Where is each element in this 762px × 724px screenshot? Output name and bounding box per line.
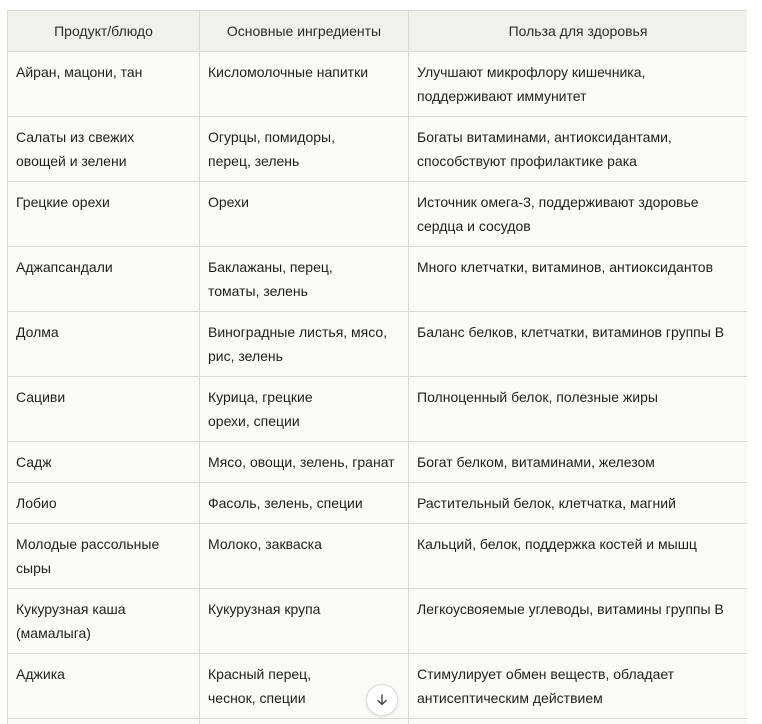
- cell-text: перец, зелень: [208, 153, 300, 169]
- cell-text: способствуют профилактике рака: [417, 153, 637, 169]
- cell-ingredients: [200, 377, 409, 442]
- cell-ingredients: [200, 524, 409, 589]
- cell-text: Молодые рассольные: [16, 536, 160, 552]
- cell-ingredients: [200, 442, 409, 483]
- cell-text: Айран, мацони, тан: [16, 64, 143, 80]
- cell-text: поддерживают иммунитет: [417, 88, 587, 104]
- cell-product: [8, 719, 200, 724]
- cell-product: [8, 312, 200, 377]
- cell-benefit: [409, 524, 748, 589]
- cell-benefit: [409, 247, 748, 312]
- cell-text: сердца и сосудов: [417, 218, 531, 234]
- cell-benefit: [409, 52, 748, 117]
- cell-benefit: [409, 312, 748, 377]
- cell-ingredients: [200, 719, 409, 724]
- table-row: [8, 442, 748, 483]
- header-product: Продукт/блюдо: [8, 11, 200, 52]
- cell-ingredients: [200, 117, 409, 182]
- table-row: [8, 589, 748, 654]
- cell-text: Кукурузная крупа: [208, 601, 321, 617]
- cell-benefit: [409, 117, 748, 182]
- cell-text: Мясо, овощи, зелень, гранат: [208, 454, 395, 470]
- table-row: [8, 719, 748, 724]
- cell-text: Фасоль, зелень, специи: [208, 495, 363, 511]
- cell-text: Баклажаны, перец,: [208, 259, 333, 275]
- cell-benefit: [409, 589, 748, 654]
- cell-ingredients: [200, 182, 409, 247]
- cell-text: Курица, грецкие: [208, 389, 313, 405]
- cell-benefit: [409, 377, 748, 442]
- cell-benefit: [409, 182, 748, 247]
- table-row: [8, 182, 748, 247]
- cell-text: рис, зелень: [208, 348, 283, 364]
- table-row: [8, 312, 748, 377]
- cell-text: Долма: [16, 324, 59, 340]
- table-row: [8, 377, 748, 442]
- cell-text: Кальций, белок, поддержка костей и мышц: [417, 536, 697, 552]
- cell-product: [8, 182, 200, 247]
- cell-ingredients: [200, 247, 409, 312]
- cell-text: Кисломолочные напитки: [208, 64, 369, 80]
- cell-text: (мамалыга): [16, 625, 91, 641]
- cell-benefit: [409, 442, 748, 483]
- cell-text: сыры: [16, 560, 51, 576]
- cell-text: Баланс белков, клетчатки, витаминов группы В: [417, 324, 725, 340]
- table-row: [8, 483, 748, 524]
- cell-text: Аджика: [16, 666, 65, 682]
- cell-text: орехи, специи: [208, 413, 300, 429]
- table-row: [8, 524, 748, 589]
- cell-product: [8, 524, 200, 589]
- cell-text: Орехи: [208, 194, 249, 210]
- cell-text: Аджапсандали: [16, 259, 113, 275]
- table-row: [8, 117, 748, 182]
- cell-ingredients: [200, 312, 409, 377]
- cell-text: Источник омега-3, поддерживают здоровье: [417, 194, 699, 210]
- cell-product: [8, 117, 200, 182]
- table-header-row: [8, 11, 748, 52]
- cell-text: Огурцы, помидоры,: [208, 129, 335, 145]
- table-row: [8, 247, 748, 312]
- cell-text: Виноградные листья, мясо,: [208, 324, 388, 340]
- cell-ingredients: [200, 589, 409, 654]
- cell-product: [8, 483, 200, 524]
- nutrition-table: [7, 10, 747, 724]
- arrow-down-icon: [375, 693, 389, 707]
- cell-product: [8, 52, 200, 117]
- cell-text: Сациви: [16, 389, 66, 405]
- cell-text: Много клетчатки, витаминов, антиоксидантов: [417, 259, 714, 275]
- cell-text: Садж: [16, 454, 52, 470]
- cell-product: [8, 442, 200, 483]
- cell-text: томаты, зелень: [208, 283, 308, 299]
- cell-text: чеснок, специи: [208, 690, 306, 706]
- cell-product: [8, 247, 200, 312]
- cell-text: Легкоусвояемые углеводы, витамины группы В: [417, 601, 724, 617]
- cell-ingredients: [200, 52, 409, 117]
- cell-text: Стимулирует обмен веществ, обладает: [417, 666, 675, 682]
- cell-text: Грецкие орехи: [16, 194, 110, 210]
- cell-ingredients: [200, 483, 409, 524]
- cell-benefit: [409, 654, 748, 719]
- cell-text: Молоко, закваска: [208, 536, 322, 552]
- cell-benefit: [409, 483, 748, 524]
- table-row: [8, 52, 748, 117]
- cell-text: Кукурузная каша: [16, 601, 126, 617]
- scroll-down-button[interactable]: [366, 684, 398, 716]
- cell-product: [8, 377, 200, 442]
- cell-text: Красный перец,: [208, 666, 312, 682]
- cell-text: Богат белком, витаминами, железом: [417, 454, 655, 470]
- header-benefit: Польза для здоровья: [409, 11, 748, 52]
- cell-text: Салаты из свежих: [16, 129, 135, 145]
- cell-text: Растительный белок, клетчатка, магний: [417, 495, 676, 511]
- cell-product: [8, 654, 200, 719]
- cell-text: Улучшают микрофлору кишечника,: [417, 64, 646, 80]
- header-ingredients: Основные ингредиенты: [200, 11, 409, 52]
- table-container: [7, 10, 747, 724]
- cell-product: [8, 589, 200, 654]
- cell-text: Лобио: [16, 495, 57, 511]
- cell-benefit: [409, 719, 748, 724]
- cell-text: Полноценный белок, полезные жиры: [417, 389, 658, 405]
- cell-text: антисептическим действием: [417, 690, 603, 706]
- cell-text: овощей и зелени: [16, 153, 127, 169]
- cell-text: Богаты витаминами, антиоксидантами,: [417, 129, 672, 145]
